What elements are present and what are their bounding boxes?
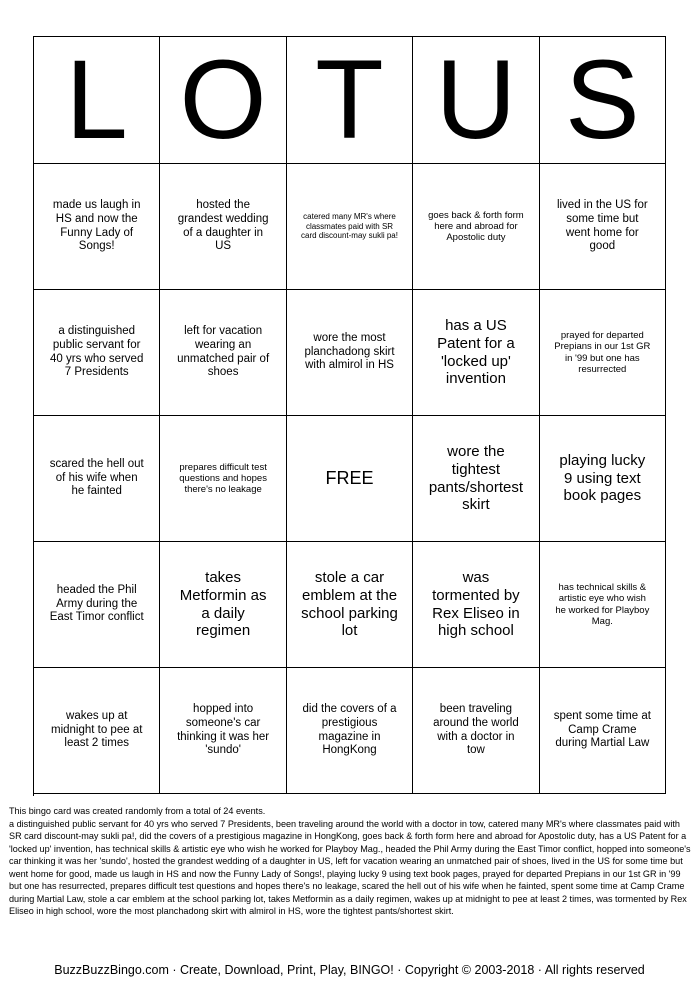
bingo-square[interactable] xyxy=(287,542,413,668)
square-text: prepares difficult test questions and hopes there's no leakage xyxy=(179,461,267,496)
bingo-card xyxy=(33,36,666,796)
bingo-square[interactable] xyxy=(34,290,160,416)
description-events: a distinguished public servant for 40 yrs who served 7 Presidents, been traveling around the world with a doctor in tow, catered many MR's where classmates paid with SR card discount-may sukli pa!, did the covers of a prestigious magazine in HongKong, goes back & forth form here and abroad for Apostolic duty, has a US Patent for a 'locked up' invention, has technical skills & artistic eye who wish he worked for Playboy Mag., headed the Phil Army during the East Timor conflict, hopped into someone's car thinking it was her 'sundo', hosted the grandest wedding of a daughter in US, left for vacation wearing an unmatched pair of shoes, lived in the US for some time but went home for good, made us laugh in HS and now the Funny Lady of Songs!, playing lucky 9 using text book pages, prayed for departed Prepians in our 1st GR in '99 but one has resurrected, prepares difficult test questions and hopes there's no leakage, scared the hell out of his wife when he fainted, spent some time at Camp Crame during Martial Law, stole a car emblem at the school parking lot, takes Metformin as a daily regimen, wakes up at midnight to pee at least 2 times, was tormented by Rex Eliseo in high school, wore the most planchadong skirt with almirol in HS, wore the tightest pants/shortest skirt. xyxy=(9,818,691,917)
bingo-row xyxy=(34,416,666,542)
description-intro: This bingo card was created randomly from a total of 24 events. xyxy=(9,806,266,816)
header-row xyxy=(34,37,666,164)
header-letter: T xyxy=(315,37,384,162)
square-text: did the covers of a prestigious magazine in HongKong xyxy=(302,703,397,757)
square-text: playing lucky 9 using text book pages xyxy=(559,451,646,505)
square-text: was tormented by Rex Eliseo in high school xyxy=(432,569,520,640)
bingo-row xyxy=(34,668,666,794)
header-letter-t xyxy=(287,37,413,164)
square-text: spent some time at Camp Crame during Martial Law xyxy=(553,710,651,750)
header-letter-s xyxy=(540,37,666,164)
header-letter: L xyxy=(65,37,128,162)
bingo-square[interactable] xyxy=(34,668,160,794)
square-text: scared the hell out of his wife when he fainted xyxy=(49,458,144,498)
bingo-square[interactable] xyxy=(287,164,413,290)
bingo-square[interactable] xyxy=(160,416,286,542)
square-text: stole a car emblem at the school parking lot xyxy=(301,569,398,640)
bingo-square[interactable] xyxy=(540,164,666,290)
header-letter-u xyxy=(413,37,539,164)
header-letter: O xyxy=(179,37,267,162)
square-text: prayed for departed Prepians in our 1st GR in '99 but one has resurrected xyxy=(554,330,651,375)
square-text: made us laugh in HS and now the Funny Lady of Songs! xyxy=(52,199,141,253)
bingo-square[interactable] xyxy=(413,542,539,668)
bingo-square[interactable] xyxy=(34,542,160,668)
bingo-square[interactable] xyxy=(160,290,286,416)
square-text: hopped into someone's car thinking it was her 'sundo' xyxy=(177,703,270,757)
bingo-square[interactable] xyxy=(413,416,539,542)
bingo-square[interactable] xyxy=(540,290,666,416)
free-space[interactable] xyxy=(287,416,413,542)
square-text: FREE xyxy=(325,467,374,488)
square-text: been traveling around the world with a doctor in tow xyxy=(433,703,519,757)
square-text: takes Metformin as a daily regimen xyxy=(179,569,267,640)
bingo-row xyxy=(34,290,666,416)
bingo-square[interactable] xyxy=(287,668,413,794)
square-text: catered many MR's where classmates paid with SR card discount-may sukli pa! xyxy=(301,212,398,241)
bingo-square[interactable] xyxy=(413,164,539,290)
square-text: lived in the US for some time but went home for good xyxy=(556,199,648,253)
square-text: wakes up at midnight to pee at least 2 times xyxy=(50,710,143,750)
square-text: has a US Patent for a 'locked up' invention xyxy=(437,317,515,388)
bingo-square[interactable] xyxy=(413,290,539,416)
bingo-square[interactable] xyxy=(287,290,413,416)
bingo-square[interactable] xyxy=(540,416,666,542)
header-letter: U xyxy=(435,37,517,162)
square-text: wore the tightest pants/shortest skirt xyxy=(428,443,524,514)
bingo-grid xyxy=(34,164,666,794)
square-text: has technical skills & artistic eye who wish he worked for Playboy Mag. xyxy=(555,582,650,627)
bingo-square[interactable] xyxy=(34,164,160,290)
square-text: wore the most planchadong skirt with almirol in HS xyxy=(304,332,395,372)
header-letter: S xyxy=(564,37,640,162)
square-text: left for vacation wearing an unmatched pair of shoes xyxy=(177,325,270,379)
square-text: a distinguished public servant for 40 yrs who served 7 Presidents xyxy=(50,325,144,379)
square-text: headed the Phil Army during the East Timor conflict xyxy=(49,584,144,624)
bingo-square[interactable] xyxy=(413,668,539,794)
header-letter-l xyxy=(34,37,160,164)
square-text: goes back & forth form here and abroad for Apostolic duty xyxy=(428,209,524,244)
bingo-square[interactable] xyxy=(160,164,286,290)
bingo-row xyxy=(34,164,666,290)
header-letter-o xyxy=(160,37,286,164)
bingo-square[interactable] xyxy=(34,416,160,542)
bingo-square[interactable] xyxy=(540,668,666,794)
bingo-square[interactable] xyxy=(540,542,666,668)
square-text: hosted the grandest wedding of a daughter in US xyxy=(177,199,269,253)
bingo-row xyxy=(34,542,666,668)
bingo-square[interactable] xyxy=(160,668,286,794)
card-description xyxy=(9,805,691,918)
footer-copyright: BuzzBuzzBingo.com · Create, Download, Print, Play, BINGO! · Copyright © 2003-2018 · All rights reserved xyxy=(54,963,645,977)
bingo-square[interactable] xyxy=(160,542,286,668)
